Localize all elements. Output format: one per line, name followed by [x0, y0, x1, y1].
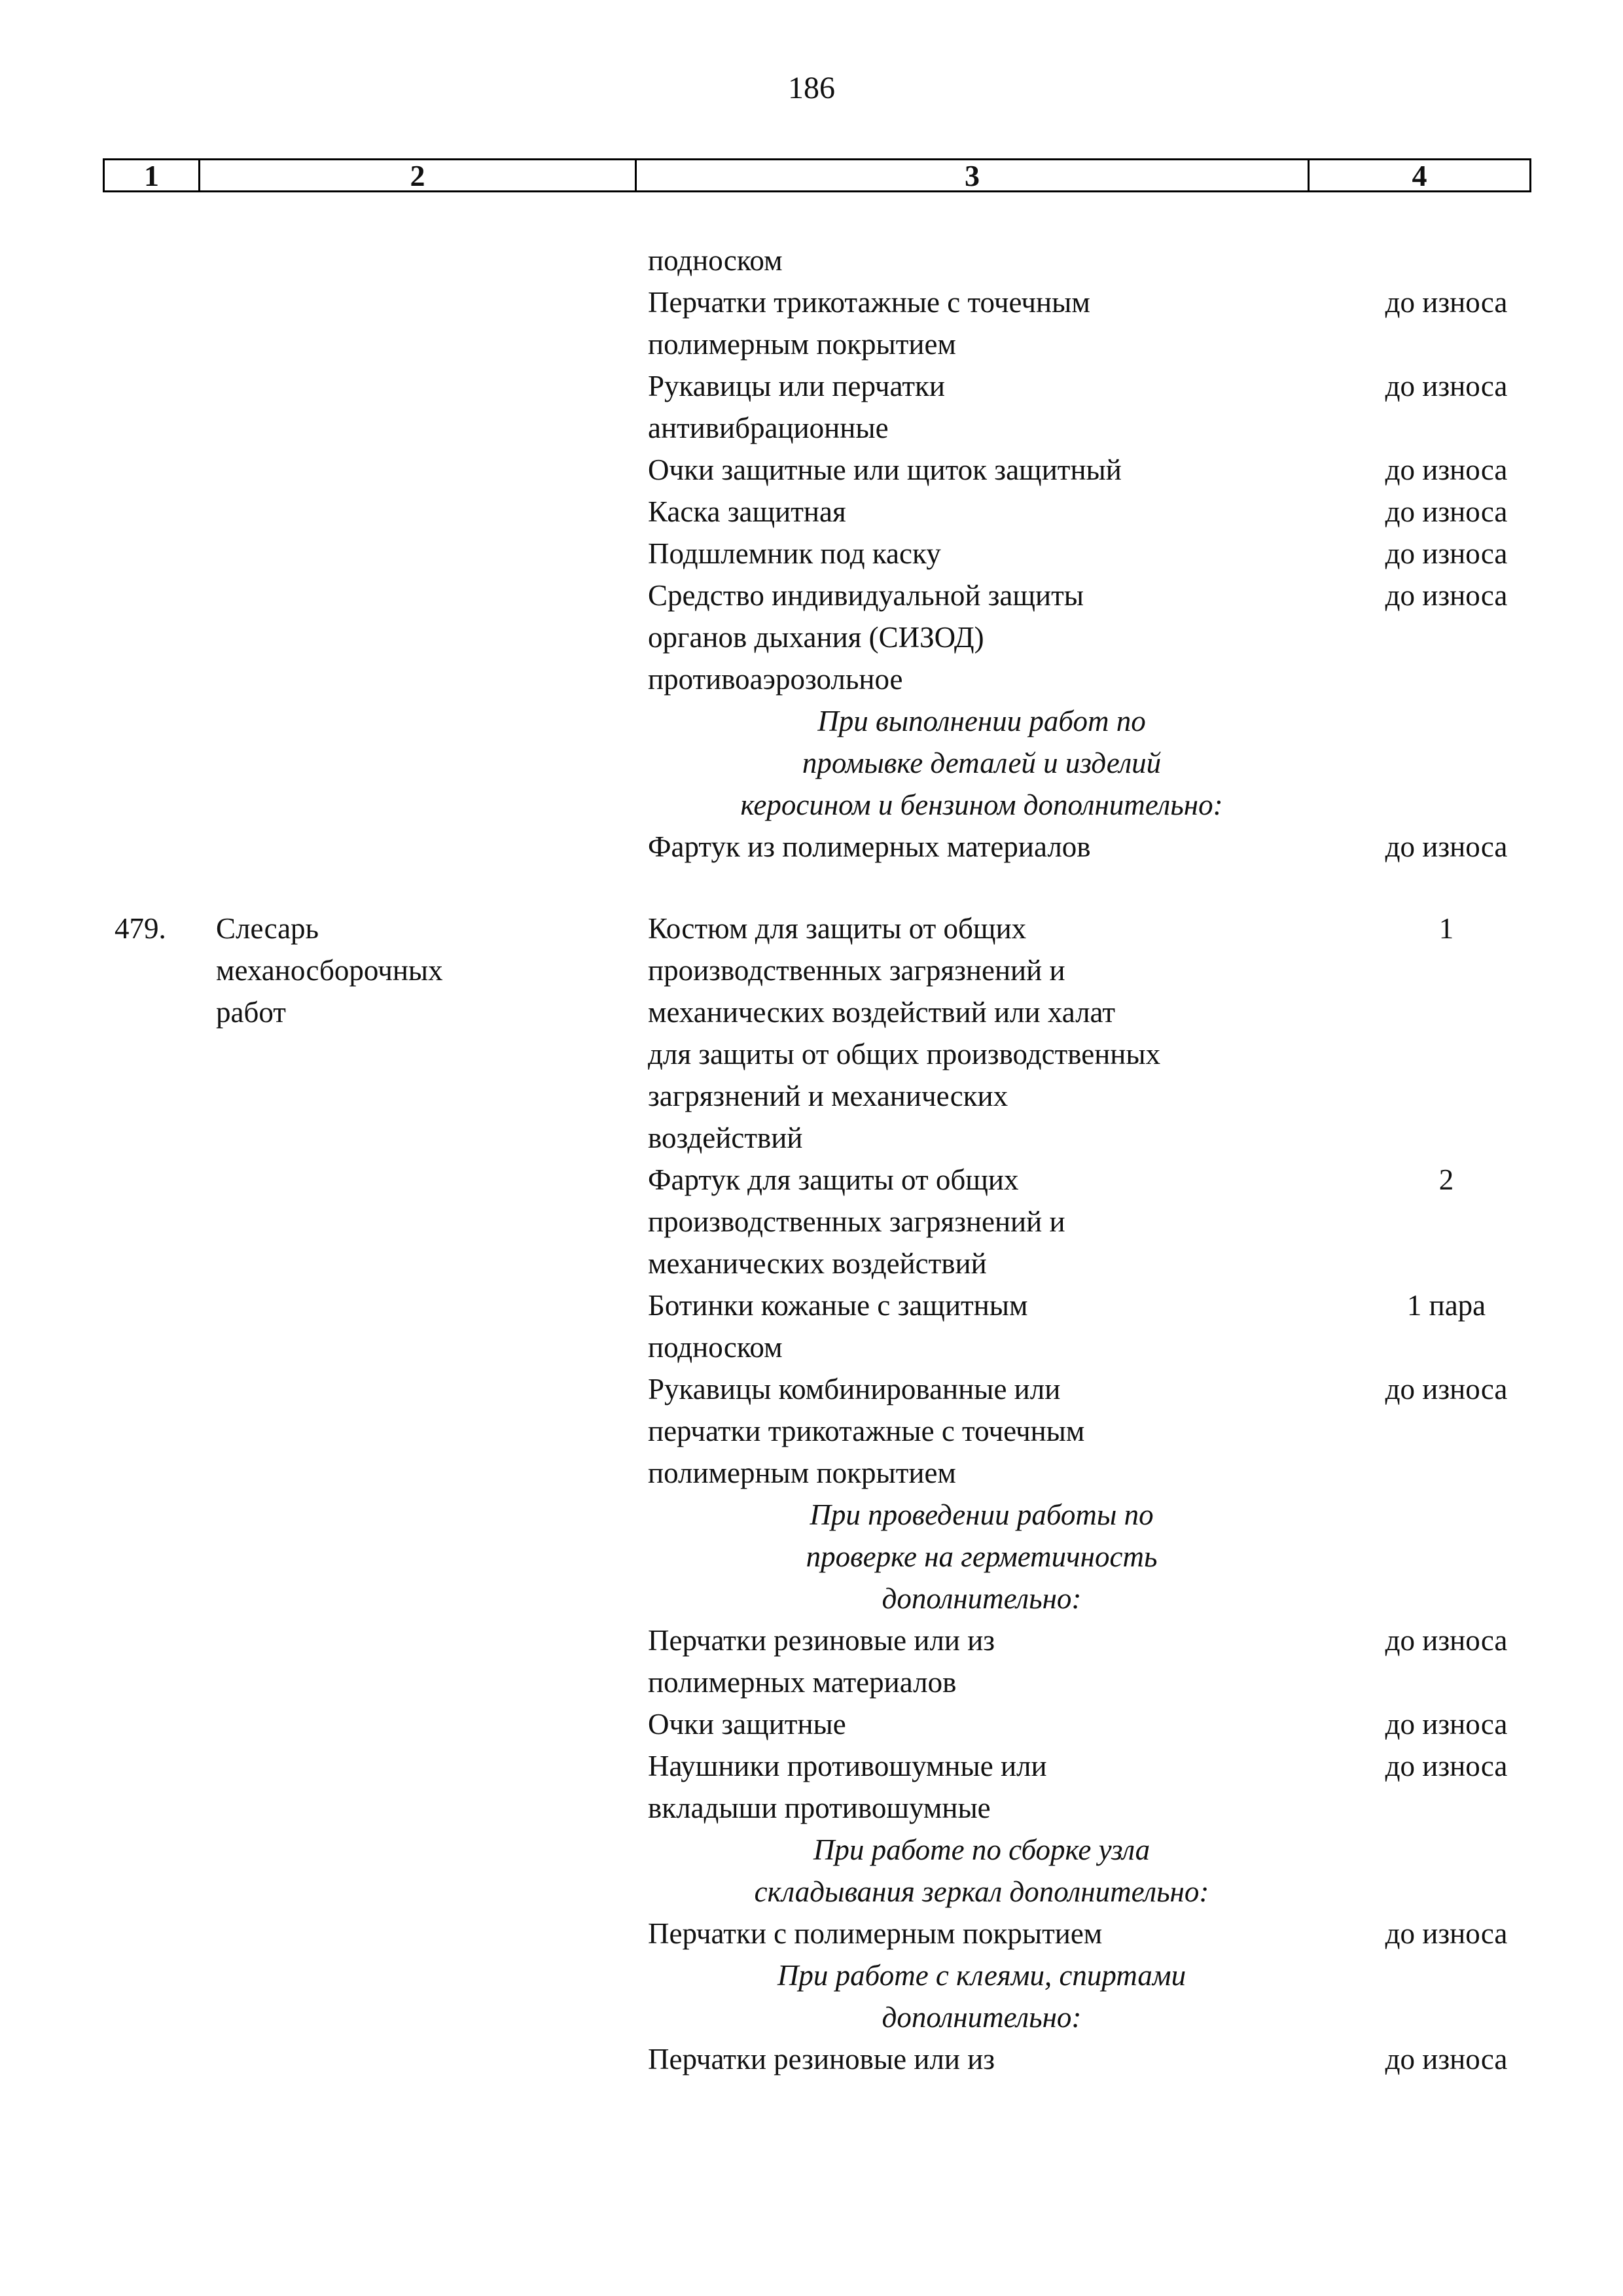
item-helmet: Каска защитная — [648, 495, 846, 528]
item-earmuffs-cont: вкладыши противошумные — [648, 1792, 991, 1824]
header-col-1: 1 — [105, 160, 200, 190]
condition-leak-test-3: дополнительно: — [882, 1582, 1082, 1615]
header-col-2: 2 — [200, 160, 637, 190]
item-suit: Костюм для защиты от общих — [648, 912, 1027, 945]
item-polymer-apron-term: до износа — [1385, 830, 1508, 863]
item-helmet-liner: Подшлемник под каску — [648, 537, 941, 570]
condition-leak-test-1: При проведении работы по — [810, 1498, 1154, 1531]
item-respirator-cont-2: противоаэрозольное — [648, 663, 903, 696]
item-boots-cont: подноском — [648, 1331, 783, 1364]
item-apron-cont-2: механических воздействий — [648, 1247, 987, 1280]
item-antivibration-mittens-term: до износа — [1385, 370, 1508, 402]
item-glasses-shield: Очки защитные или щиток защитный — [648, 453, 1122, 486]
item-apron-cont-1: производственных загрязнений и — [648, 1205, 1065, 1238]
item-suit-cont-1: производственных загрязнений и — [648, 954, 1065, 987]
item-earmuffs: Наушники противошумные или — [648, 1750, 1047, 1782]
item-glasses: Очки защитные — [648, 1708, 846, 1740]
item-glasses-term: до износа — [1385, 1708, 1508, 1740]
item-apron: Фартук для защиты от общих — [648, 1163, 1019, 1196]
item-combined-mittens-term: до износа — [1385, 1373, 1508, 1405]
item-suit-cont-2: механических воздействий или халат — [648, 996, 1116, 1029]
item-respirator-term: до износа — [1385, 579, 1508, 612]
condition-washing-3: керосином и бензином дополнительно: — [740, 788, 1223, 821]
condition-glue-2: дополнительно: — [882, 2001, 1082, 2034]
item-suit-cont-4: загрязнений и механических — [648, 1080, 1008, 1112]
table-header — [103, 158, 1531, 192]
item-rubber-gloves-2-term: до износа — [1385, 2043, 1508, 2075]
condition-leak-test-2: проверке на герметичность — [806, 1540, 1158, 1573]
item-continuation: подноском — [648, 244, 783, 277]
item-gloves-knit-cont: полимерным покрытием — [648, 328, 956, 361]
header-col-4: 4 — [1412, 158, 1427, 192]
item-rubber-gloves-cont: полимерных материалов — [648, 1666, 957, 1699]
item-rubber-gloves-2: Перчатки резиновые или из — [648, 2043, 995, 2075]
condition-mirror-assembly-1: При работе по сборке узла — [813, 1833, 1150, 1866]
item-rubber-gloves-term: до износа — [1385, 1624, 1508, 1657]
item-helmet-term: до износа — [1385, 495, 1508, 528]
profession-name-cont-2: работ — [216, 996, 286, 1029]
item-combined-mittens-cont-1: перчатки трикотажные с точечным — [648, 1415, 1085, 1447]
condition-mirror-assembly-2: складывания зеркал дополнительно: — [754, 1875, 1209, 1908]
condition-washing-1: При выполнении работ по — [817, 705, 1146, 737]
item-suit-cont-3: для защиты от общих производственных — [648, 1038, 1161, 1070]
condition-washing-2: промывке деталей и изделий — [802, 747, 1162, 779]
item-gloves-knit: Перчатки трикотажные с точечным — [648, 286, 1090, 319]
item-suit-qty: 1 — [1438, 912, 1454, 945]
item-antivibration-mittens: Рукавицы или перчатки — [648, 370, 945, 402]
page-number: 186 — [788, 71, 835, 105]
profession-name-cont-1: механосборочных — [216, 954, 443, 987]
item-polymer-apron: Фартук из полимерных материалов — [648, 830, 1091, 863]
condition-glue-1: При работе с клеями, спиртами — [777, 1959, 1186, 1992]
item-earmuffs-term: до износа — [1385, 1750, 1508, 1782]
item-apron-qty: 2 — [1438, 1163, 1454, 1196]
item-rubber-gloves: Перчатки резиновые или из — [648, 1624, 995, 1657]
item-gloves-knit-term: до износа — [1385, 286, 1508, 319]
item-helmet-liner-term: до износа — [1385, 537, 1508, 570]
item-combined-mittens: Рукавицы комбинированные или — [648, 1373, 1061, 1405]
item-boots: Ботинки кожаные с защитным — [648, 1289, 1028, 1322]
entry-number: 479. — [115, 912, 166, 945]
item-respirator: Средство индивидуальной защиты — [648, 579, 1084, 612]
item-polymer-gloves: Перчатки с полимерным покрытием — [648, 1917, 1103, 1950]
item-respirator-cont-1: органов дыхания (СИЗОД) — [648, 621, 984, 654]
item-combined-mittens-cont-2: полимерным покрытием — [648, 1457, 956, 1489]
item-antivibration-mittens-cont: антивибрационные — [648, 412, 889, 444]
item-suit-cont-5: воздействий — [648, 1122, 803, 1154]
header-col-3: 3 — [637, 160, 1310, 190]
item-glasses-shield-term: до износа — [1385, 453, 1508, 486]
profession-name: Слесарь — [216, 912, 319, 945]
item-polymer-gloves-term: до износа — [1385, 1917, 1508, 1950]
item-boots-qty: 1 пара — [1406, 1289, 1486, 1322]
